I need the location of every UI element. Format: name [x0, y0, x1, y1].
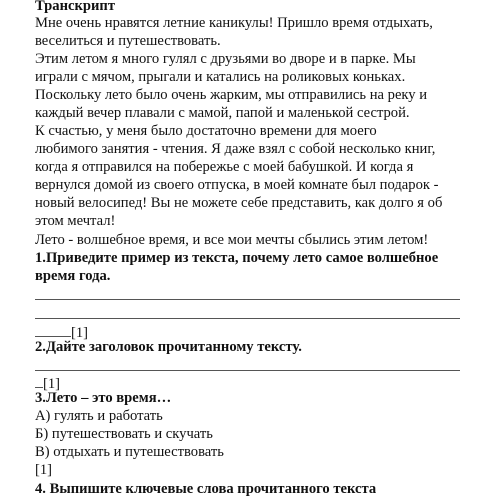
question-1: 1.Приведите пример из текста, почему лето самое волшебное: [35, 250, 439, 266]
question-4: 4. Выпишите ключевые слова прочитанного текста: [35, 481, 377, 497]
answer-line-q1-c[interactable]: [35, 322, 71, 337]
answer-line-q2[interactable]: [35, 370, 460, 371]
paragraph-line: когда я отправился на побережье с моей бабушкой. И когда я: [35, 159, 414, 175]
score-mark: [1]: [71, 325, 89, 341]
paragraph-line: Лето - волшебное время, и все мои мечты сбылись этим летом!: [35, 232, 429, 248]
score-mark: [1]: [35, 462, 53, 478]
paragraph-line: этом мечтал!: [35, 213, 116, 229]
question-2: 2.Дайте заголовок прочитанному тексту.: [35, 339, 302, 355]
question-1-continued: время года.: [35, 268, 111, 284]
option-a[interactable]: А) гулять и работать: [35, 408, 163, 424]
paragraph-line: играли с мячом, прыгали и катались на роликовых коньках.: [35, 69, 406, 85]
question-3: 3.Лето – это время…: [35, 390, 172, 406]
transcript-heading: Транскрипт: [35, 0, 115, 14]
paragraph-line: вернулся домой из своего отпуска, в моей комнате был подарок -: [35, 177, 439, 193]
paragraph-line: веселиться и путешествовать.: [35, 33, 221, 49]
answer-line-q1-b[interactable]: [35, 318, 460, 319]
paragraph-line: Мне очень нравятся летние каникулы! Пришло время отдыхать,: [35, 15, 433, 31]
answer-line-q2-b[interactable]: [35, 373, 43, 388]
answer-line-q1-a[interactable]: [35, 299, 460, 300]
option-b[interactable]: Б) путешествовать и скучать: [35, 426, 213, 442]
paragraph-line: К счастью, у меня было достаточно времени для моего: [35, 123, 377, 139]
paragraph-line: новый велосипед! Вы не можете себе представить, как долго я об: [35, 195, 443, 211]
score-mark: [1]: [43, 376, 61, 392]
paragraph-line: Этим летом я много гулял с друзьями во дворе и в парке. Мы: [35, 51, 416, 67]
paragraph-line: любимого занятия - чтения. Я даже взял с собой несколько книг,: [35, 141, 436, 157]
paragraph-line: каждый вечер плавали с мамой, папой и маленькой сестрой.: [35, 105, 410, 121]
option-c[interactable]: В) отдыхать и путешествовать: [35, 444, 224, 460]
paragraph-line: Поскольку лето было очень жарким, мы отправились на реку и: [35, 87, 428, 103]
